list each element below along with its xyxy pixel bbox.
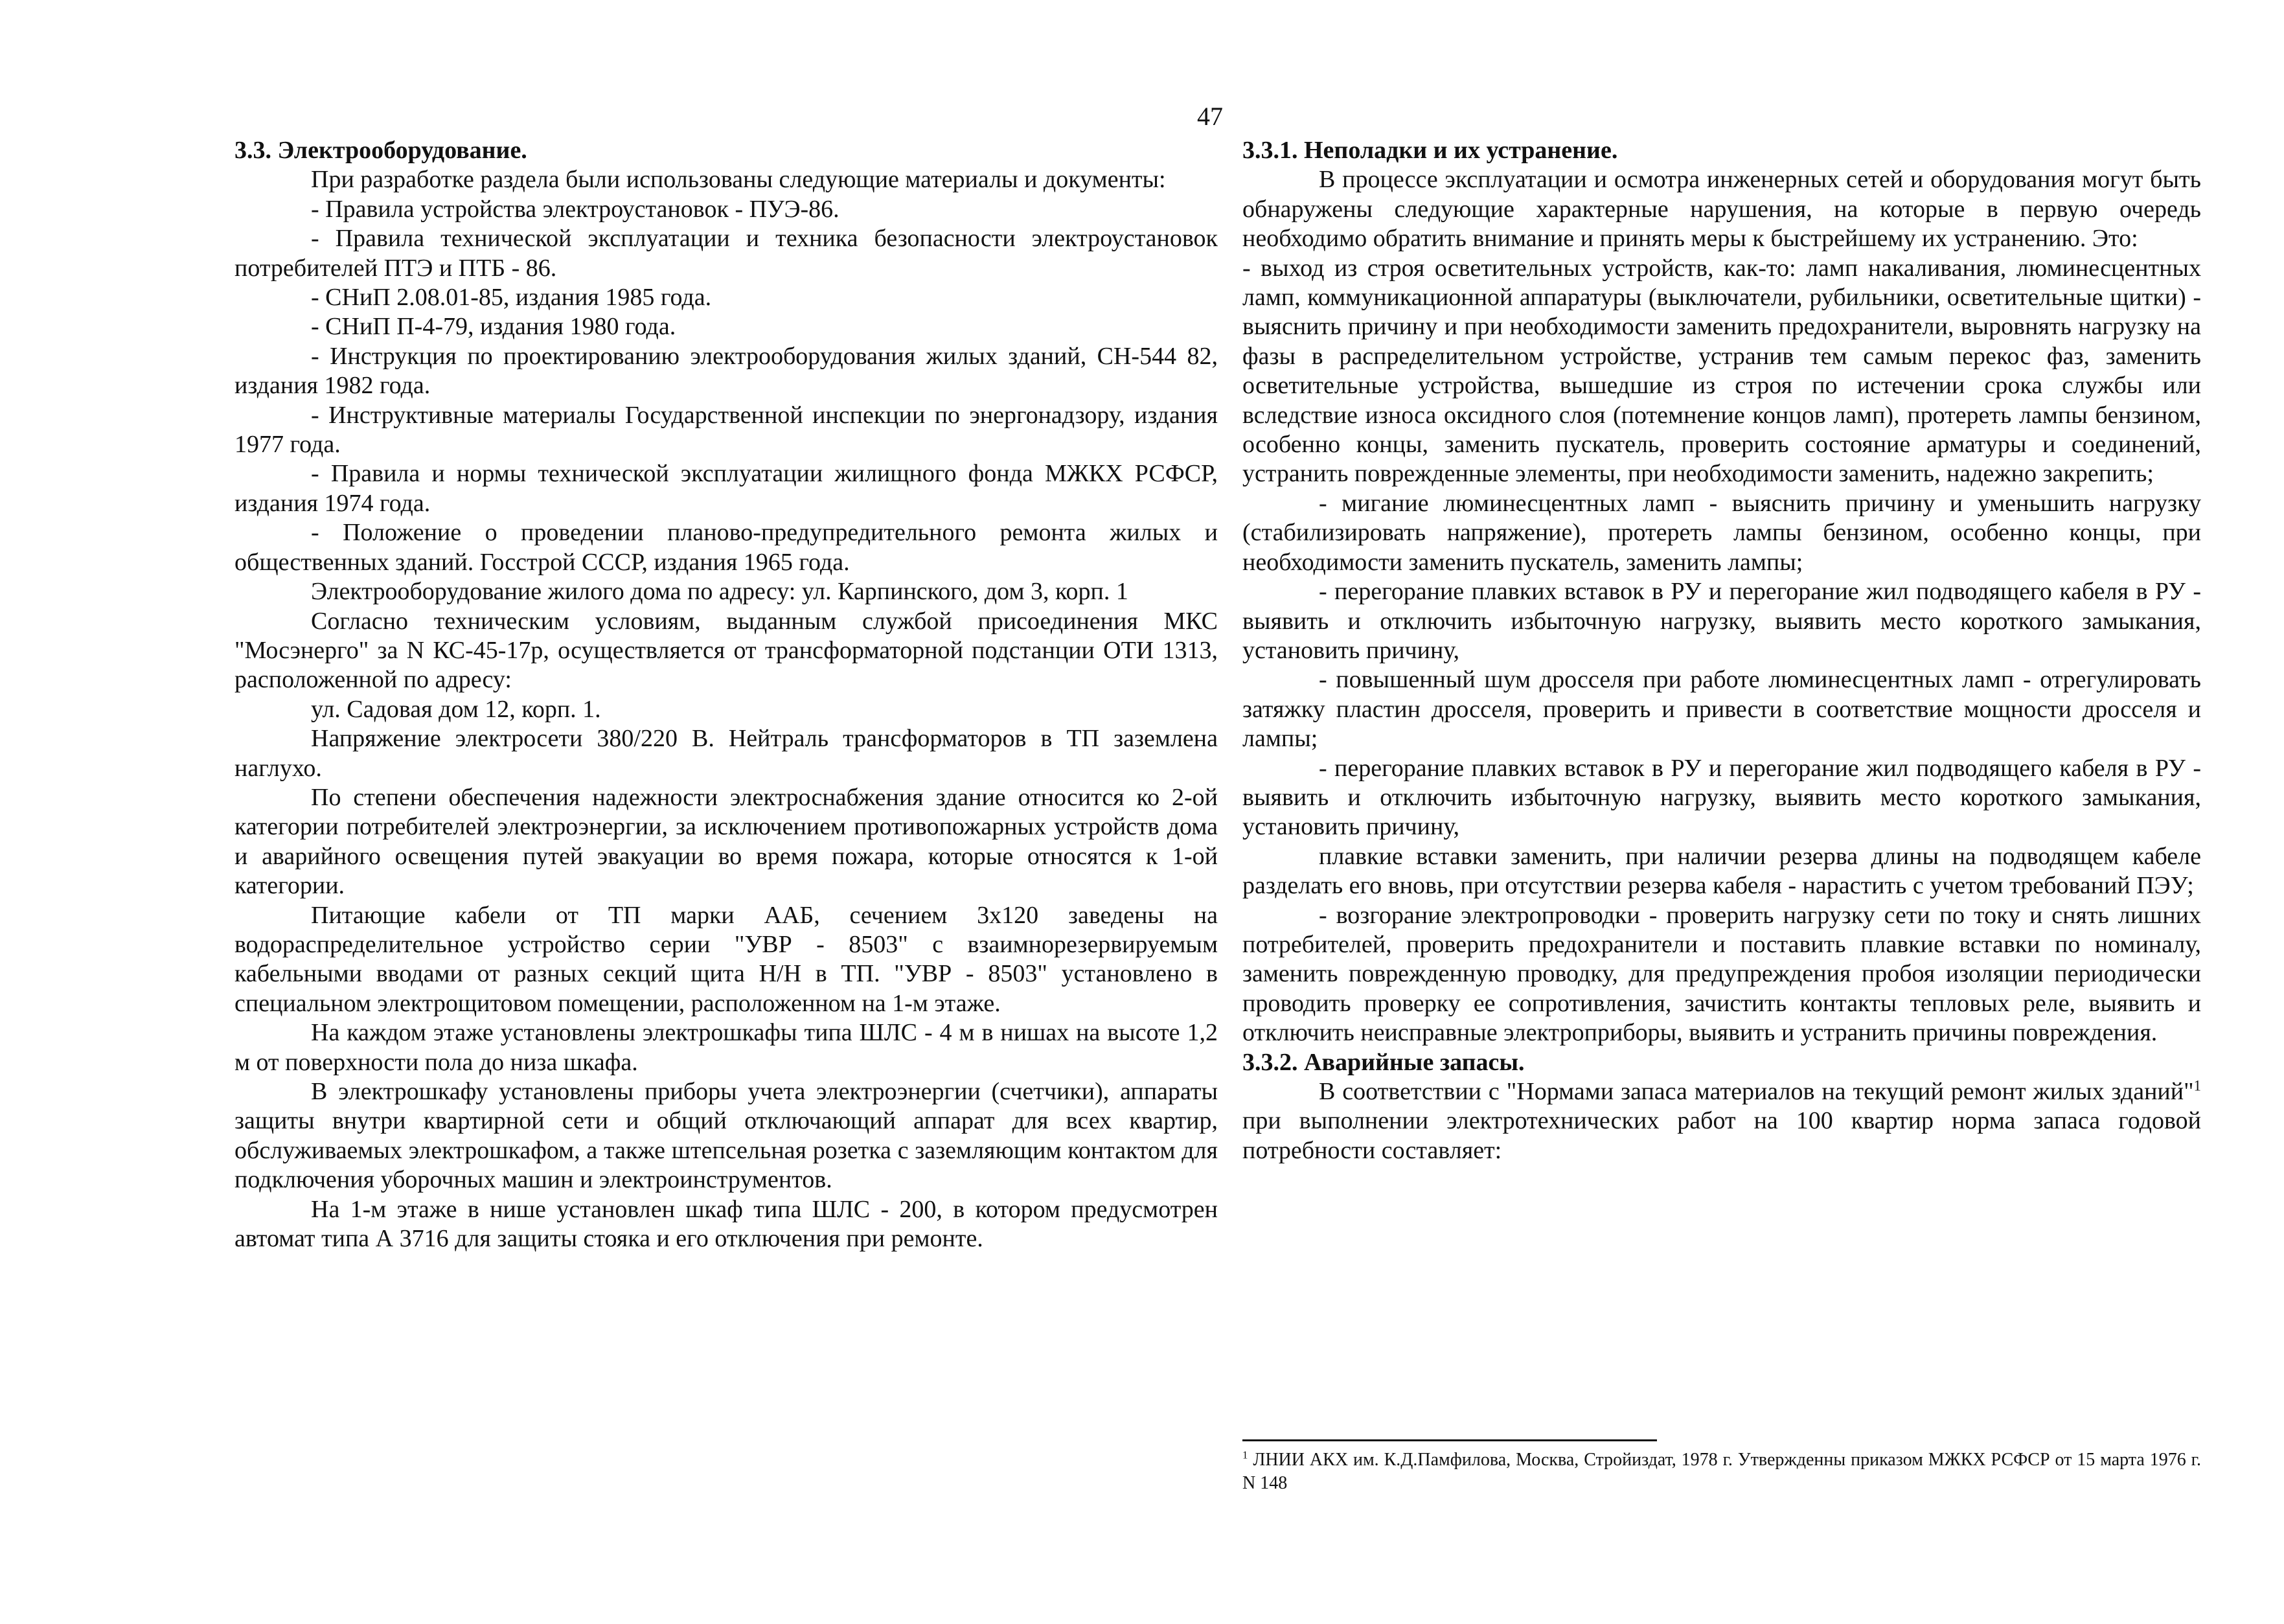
fault-item: - повышенный шум дросселя при работе люминесцентных ламп - отрегулировать затяжку пластин дросселя, проверить и привести в соответствие мощности дросселя и лампы; — [1242, 666, 2201, 753]
closing-text-continued: при выполнении электротехнических работ на 100 квартир норма запаса годовой потребности составляет: — [1242, 1107, 2201, 1164]
fault-item: - выход из строя осветительных устройств, как-то: ламп накаливания, люминесцентных ламп, коммуникационной аппаратуры (выключатели, рубильники, осветительные щитки) - выяснить причину и при необходимости заменить предохранители, выровнять нагрузку на фазы в распределительном устройстве, устранив тем самым перекос фаз, заменить осветительные устройства, вышедшие из строя по истечении срока службы или вследствие износа оксидного слоя (потемнение концов ламп), протереть лампы бензином, особенно концы, заменить пускатель, проверить состояние арматуры и соединений, устранить поврежденные элементы, при необходимости заменить, надежно закрепить; — [1242, 254, 2201, 488]
page-number: 47 — [1197, 102, 1223, 131]
body-paragraph: На каждом этаже установлены электрошкафы типа ШЛС - 4 м в нишах на высоте 1,2 м от поверхности пола до низа шкафа. — [234, 1019, 1218, 1076]
document-item: - СНиП П-4-79, издания 1980 года. — [311, 313, 676, 341]
intro-paragraph: В процессе эксплуатации и осмотра инженерных сетей и оборудования могут быть обнаружены следующие характерные нарушения, на которые в первую очередь необходимо обратить внимание и принять меры к быстрейшему их устранению. Это: — [1242, 166, 2201, 253]
section-heading: 3.3. Электрооборудование. — [234, 137, 527, 164]
body-paragraph: В электрошкафу установлены приборы учета электроэнергии (счетчики), аппараты защиты внутри квартирной сети и общий отключающий аппарат для всех квартир, обслуживаемых электрошкафом, а также штепсельная розетка с заземляющим контактом для подключения уборочных машин и электроинструментов. — [234, 1078, 1218, 1194]
fault-item: плавкие вставки заменить, при наличии резерва длины на подводящем кабеле разделать его вновь, при отсутствии резерва кабеля - нарастить с учетом требований ПЭУ; — [1242, 842, 2201, 900]
body-paragraph: На 1-м этаже в нише установлен шкаф типа ШЛС - 200, в котором предусмотрен автомат типа А 3716 для защиты стояка и его отключения при ремонте. — [234, 1195, 1218, 1253]
fault-item: - возгорание электропроводки - проверить нагрузку сети по току и снять лишних потребителей, проверить предохранители и поставить плавкие вставки по номиналу, заменить поврежденную проводку, для предупреждения пробоя изоляции периодически проводить проверку ее сопротивления, зачистить контакты тепловых реле, выявить и отключить неисправные электроприборы, выявить и устранить причины повреждения. — [1242, 901, 2201, 1047]
subsection-heading: 3.3.2. Аварийные запасы. — [1242, 1048, 1525, 1076]
footnote-divider — [1242, 1439, 1657, 1441]
closing-paragraph — [1242, 1077, 2201, 1165]
left-column — [234, 136, 1218, 1253]
right-column — [1242, 136, 2201, 1165]
body-paragraph: Электрооборудование жилого дома по адресу: ул. Карпинского, дом 3, корп. 1 — [311, 578, 1128, 606]
address-line: ул. Садовая дом 12, корп. 1. — [311, 695, 601, 723]
intro-paragraph: При разработке раздела были использованы следующие материалы и документы: — [311, 166, 1166, 194]
body-paragraph: Питающие кабели от ТП марки ААБ, сечением 3х120 заведены на водораспределительное устройство серии "УВР - 8503" с взаимнорезервируемым кабельными вводами от разных секций щита Н/Н в ТП. "УВР - 8503" установлено в специальном электрощитовом помещении, расположенном на 1-м этаже. — [234, 901, 1218, 1017]
fault-item: - перегорание плавких вставок в РУ и перегорание жил подводящего кабеля в РУ - выявить и отключить избыточную нагрузку, выявить место короткого замыкания, установить причину, — [1242, 754, 2201, 841]
document-item: - Правила устройства электроустановок - ПУЭ-86. — [311, 195, 839, 223]
fault-item: - перегорание плавких вставок в РУ и перегорание жил подводящего кабеля в РУ - выявить и отключить избыточную нагрузку, выявить место короткого замыкания, установить причину, — [1242, 578, 2201, 664]
document-item: - Инструктивные материалы Государственной инспекции по энергонадзору, издания 1977 года. — [234, 401, 1218, 459]
fault-item: - мигание люминесцентных ламп - выяснить причину и уменьшить нагрузку (стабилизировать напряжение), протереть лампы бензином, особенно концы, при необходимости заменить пускатель, заменить лампы; — [1242, 489, 2201, 576]
subsection-heading: 3.3.1. Неполадки и их устранение. — [1242, 137, 1618, 164]
footnote-text: ЛНИИ АКХ им. К.Д.Памфилова, Москва, Стройиздат, 1978 г. Утвержденны приказом МЖКХ РСФСР от 15 марта 1976 г. N 148 — [1242, 1450, 2201, 1493]
body-paragraph: Напряжение электросети 380/220 В. Нейтраль трансформаторов в ТП заземлена наглухо. — [234, 725, 1218, 782]
footnote-marker: 1 — [1242, 1448, 1248, 1461]
body-paragraph: По степени обеспечения надежности электроснабжения здание относится ко 2-ой категории потребителей электроэнергии, за исключением противопожарных устройств дома и аварийного освещения путей эвакуации во время пожара, которые относятся к 1-ой категории. — [234, 783, 1218, 900]
footnote — [1242, 1448, 2201, 1495]
document-item: - Правила технической эксплуатации и техника безопасности электроустановок потребителей ПТЭ и ПТБ - 86. — [234, 225, 1218, 282]
document-item: - Положение о проведении планово-предупредительного ремонта жилых и общественных зданий. Госстрой СССР, издания 1965 года. — [234, 519, 1218, 576]
body-paragraph: Согласно техническим условиям, выданным службой присоединения МКС "Мосэнерго" за N КС-45-17р, осуществляется от трансформаторной подстанции ОТИ 1313, расположенной по адресу: — [234, 607, 1218, 694]
closing-text: В соответствии с "Нормами запаса материалов на текущий ремонт жилых зданий" — [1319, 1078, 2194, 1105]
document-item: - Инструкция по проектированию электрооборудования жилых зданий, СН-544 82, издания 1982 года. — [234, 342, 1218, 400]
document-item: - СНиП 2.08.01-85, издания 1985 года. — [311, 284, 712, 312]
document-item: - Правила и нормы технической эксплуатации жилищного фонда МЖКХ РСФСР, издания 1974 года. — [234, 460, 1218, 517]
footnote-reference: 1 — [2193, 1077, 2201, 1094]
